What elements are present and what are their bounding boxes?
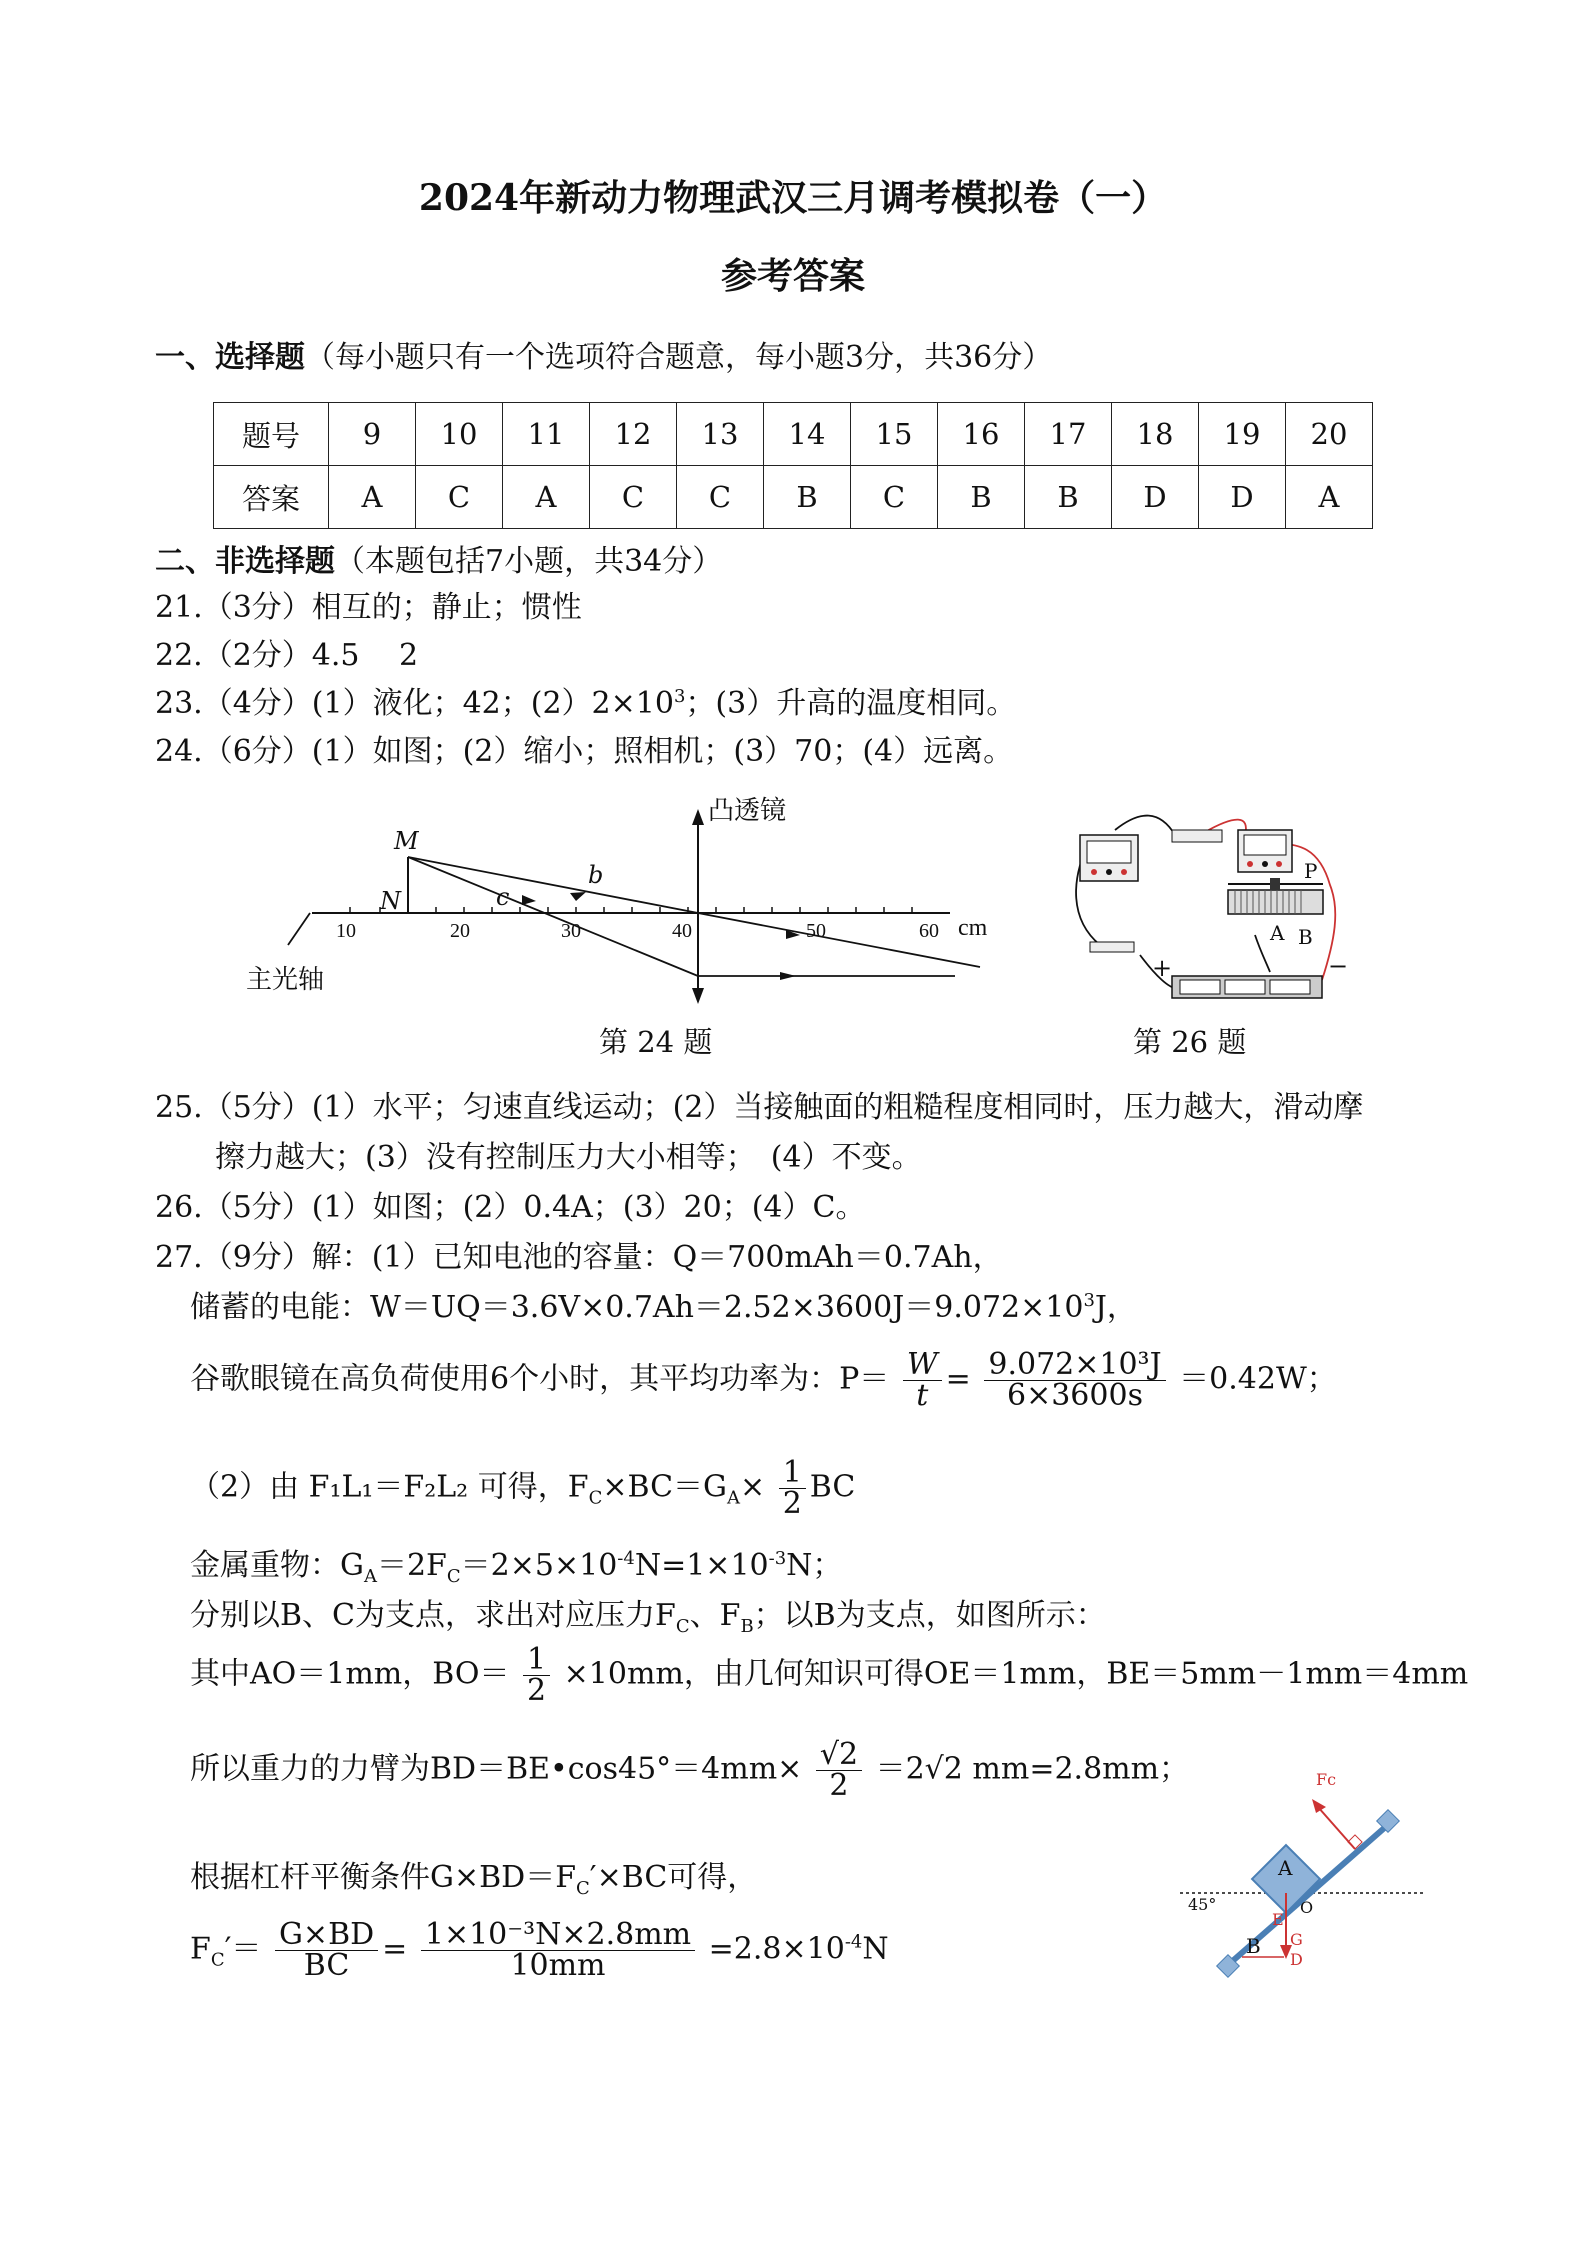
figure-27-lever (1180, 1745, 1430, 1985)
axis-label: 主光轴 (246, 965, 325, 995)
answer-27-line1: 27.（9分）解：(1）已知电池的容量：Q＝700mAh＝0.7Ah， (155, 1240, 1003, 1275)
question-number: 9 (329, 403, 416, 466)
label-o: O (1300, 1898, 1314, 1917)
answer-27-line7: 其中AO＝1mm，BO＝ $\frac{1}{2}$ ×10mm，由几何知识可得OE＝1mm，BE＝5mm－1mm＝4mm (190, 1642, 1469, 1708)
ray-b-label: b (588, 861, 604, 889)
answer-27-line10: $F_C'=$ $\frac{G\times BD}{BC}$ = $\frac{\text{1×10⁻³N×2.8mm}}{10mm}$ $=2.8\times 10^{-4}N$ (190, 1917, 889, 1983)
answer-23: 23.（4分）(1）液化；42；$(2)2\times 10^3$；(3）升高的温度相同。 (155, 686, 1017, 721)
question-number: 20 (1286, 403, 1373, 466)
question-number: 11 (503, 403, 590, 466)
label-a: A (1270, 921, 1285, 945)
answer-cell: B (938, 466, 1025, 529)
question-number: 10 (416, 403, 503, 466)
point-n-label: N (380, 887, 401, 915)
figure-24-caption: 第 24 题 (599, 1025, 713, 1059)
answer-25-line2: 擦力越大；(3）没有控制压力大小相等； (4）不变。 (215, 1140, 922, 1175)
tick-label: 50 (806, 920, 826, 942)
question-number: 12 (590, 403, 677, 466)
answer-cell: A (1286, 466, 1373, 529)
axis-unit: cm (958, 915, 988, 941)
label-p: P (1304, 859, 1318, 883)
tick-label: 40 (672, 920, 692, 942)
ray-c-label: c (496, 883, 510, 911)
answer-27-line5: 金属重物：$G_A=2F_C=2\times 5\times 10^{-4}N=1\times 10^{-3}N$； (190, 1548, 843, 1587)
tick-label: 10 (336, 920, 356, 942)
answer-cell: B (764, 466, 851, 529)
answer-27-line4: （2）由 F₁L₁＝F₂L₂ 可得，$F_C\times BC=G_A\times$ $\frac{1}{2}$ BC (190, 1455, 856, 1521)
label-a: A (1278, 1856, 1293, 1880)
table-header-cell: 答案 (214, 466, 329, 529)
question-number: 13 (677, 403, 764, 466)
question-number: 16 (938, 403, 1025, 466)
label-plus: + (1152, 954, 1173, 982)
answer-27-line6: 分别以B、C为支点，求出对应压力$F_C$、$F_B$；以B为支点，如图所示： (190, 1598, 1106, 1637)
answer-cell: C (851, 466, 938, 529)
answer-27-line9: 根据杠杆平衡条件$G\times BD=F_C'\times BC$可得， (190, 1860, 758, 1899)
label-b: B (1298, 925, 1313, 949)
label-minus: − (1328, 952, 1349, 980)
section2-heading: 二、非选择题（本题包括7小题，共34分） (155, 544, 723, 579)
label-angle: 45° (1188, 1895, 1217, 1914)
figure-26-caption: 第 26 题 (1133, 1025, 1247, 1059)
figure-24-lens-diagram (240, 785, 1000, 1020)
question-number: 17 (1025, 403, 1112, 466)
tick-label: 20 (450, 920, 470, 942)
answer-cell: A (503, 466, 590, 529)
answer-21: 21.（3分）相互的；静止；惯性 (155, 590, 582, 625)
question-number: 19 (1199, 403, 1286, 466)
question-number: 15 (851, 403, 938, 466)
answer-25-line1: 25.（5分）(1）水平；匀速直线运动；(2）当接触面的粗糙程度相同时，压力越大，滑动摩 (155, 1090, 1364, 1125)
table-header-cell: 题号 (214, 403, 329, 466)
page-subtitle: 参考答案 (720, 255, 865, 297)
tick-label: 60 (919, 920, 939, 942)
answer-cell: D (1112, 466, 1199, 529)
table-row (214, 466, 1373, 529)
answer-cell: C (416, 466, 503, 529)
answer-cell: D (1199, 466, 1286, 529)
label-b: B (1246, 1934, 1261, 1958)
answer-cell: C (590, 466, 677, 529)
question-number: 14 (764, 403, 851, 466)
point-m-label: M (394, 827, 419, 855)
tick-label: 30 (561, 920, 581, 942)
answer-cell: C (677, 466, 764, 529)
label-d: D (1290, 1950, 1303, 1969)
figure-26-circuit (1060, 810, 1360, 1010)
label-g: G (1290, 1930, 1303, 1949)
answer-table (213, 402, 1373, 529)
answer-26: 26.（5分）(1）如图；(2）0.4A；(3）20；(4）C。 (155, 1190, 866, 1225)
section1-heading: 一、选择题（每小题只有一个选项符合题意，每小题3分，共36分） (155, 340, 1053, 375)
question-number: 18 (1112, 403, 1199, 466)
answer-22: 22.（2分）4.5 2 (155, 638, 419, 673)
lens-label: 凸透镜 (708, 796, 787, 826)
label-fc: Fc (1316, 1770, 1337, 1789)
table-row (214, 403, 1373, 466)
label-e: E (1272, 1910, 1284, 1929)
answer-27-line8: 所以重力的力臂为BD＝BE•cos45°＝4mm× $\frac{√2}{2}$ ＝2√2 mm=2.8mm； (190, 1737, 1190, 1803)
answer-27-line2: 储蓄的电能：$W=UQ=3.6V\times 0.7Ah=2.52\times 3600J=9.072\times 10^3J$， (190, 1290, 1137, 1325)
page-title: 2024年新动力物理武汉三月调考模拟卷（一） (418, 177, 1168, 219)
answer-cell: B (1025, 466, 1112, 529)
answer-cell: A (329, 466, 416, 529)
answer-24: 24.（6分）(1）如图；(2）缩小；照相机；(3）70；(4）远离。 (155, 734, 1014, 769)
answer-27-line3: 谷歌眼镜在高负荷使用6个小时，其平均功率为：P＝ $\frac{W}{t}$ = $\frac{\text{9.072×10³J}}{6\times 3600s}$ ＝0.42W； (190, 1347, 1337, 1413)
